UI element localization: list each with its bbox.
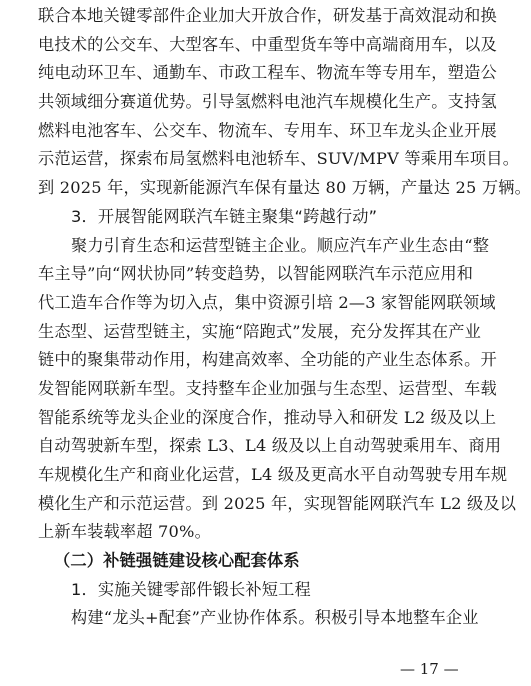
text-line: 车主导”向“网状协同”转变趋势，以智能网联汽车示范应用和 — [38, 264, 474, 284]
text-line: 发智能网联新车型。支持整车企业加强与生态型、运营型、车载 — [38, 378, 497, 398]
text-line: 燃料电池客车、公交车、物流车、专用车、环卫车龙头企业开展 — [38, 120, 497, 140]
text-line: 代工造车合作等为切入点，集中资源引培 2—3 家智能网联领域 — [38, 292, 496, 312]
text-line: 示范运营，探索布局氢燃料电池轿车、SUV/MPV 等乘用车项目。 — [38, 149, 520, 169]
text-line: 生态型、运营型链主，实施“陪跑式”发展，充分发挥其在产业 — [38, 321, 482, 341]
body-text — [38, 2, 531, 633]
text-line: 自动驾驶新车型，探索 L3、L4 级及以上自动驾驶乘用车、商用 — [38, 436, 502, 456]
text-line: 模化生产和示范运营。到 2025 年，实现智能网联汽车 L2 级及以 — [38, 493, 517, 513]
text-line: 聚力引育生态和运营型链主企业。顺应汽车产业生态由“整 — [71, 235, 490, 255]
page-number: — 17 — — [400, 660, 459, 678]
text-line: 到 2025 年，实现新能源汽车保有量达 80 万辆，产量达 25 万辆。 — [38, 178, 531, 198]
text-line: 链中的聚集带动作用，构建高效率、全功能的产业生态体系。开 — [38, 350, 497, 370]
text-line: 智能系统等龙头企业的深度合作，推动导入和研发 L2 级及以上 — [38, 407, 497, 427]
chapter-heading: （二）补链强链建设核心配套体系 — [54, 551, 300, 571]
section-heading: 3．开展智能网联汽车链主聚集“跨越行动” — [71, 206, 378, 226]
text-line: 上新车装载率超 70%。 — [38, 522, 212, 542]
text-line: 车规模化生产和商业化运营，L4 级及更高水平自动驾驶专用车规 — [38, 465, 508, 484]
text-line: 电技术的公交车、大型客车、中重型货车等中高端商用车，以及 — [38, 34, 497, 54]
text-line: 联合本地关键零部件企业加大开放合作，研发基于高效混动和换 — [38, 6, 497, 25]
text-line: 构建“龙头+配套”产业协作体系。积极引导本地整车企业 — [71, 608, 479, 628]
section-heading: 1．实施关键零部件锻长补短工程 — [71, 579, 311, 599]
text-line: 共领域细分赛道优势。引导氢燃料电池汽车规模化生产。支持氢 — [38, 92, 497, 112]
text-line: 纯电动环卫车、通勤车、市政工程车、物流车等专用车，塑造公 — [38, 63, 497, 83]
